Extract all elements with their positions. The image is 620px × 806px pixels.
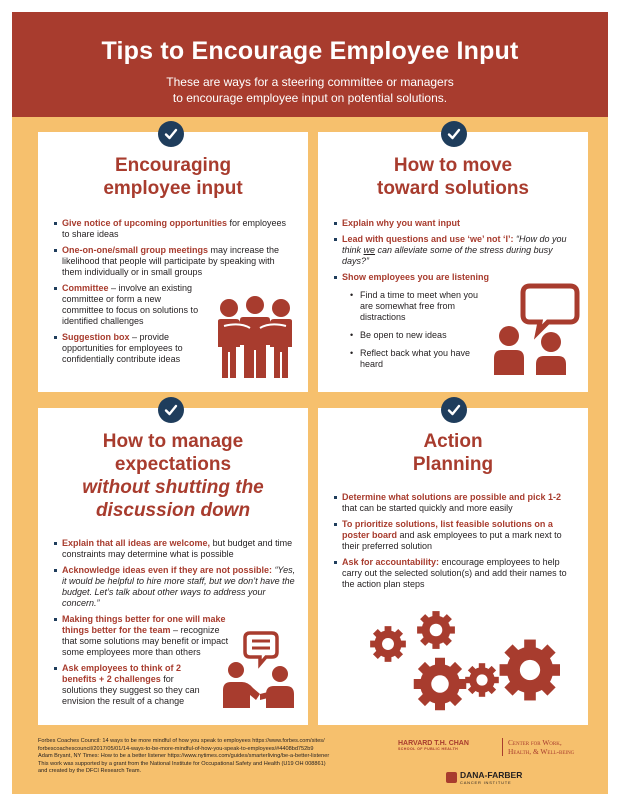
card-manage-expectations <box>38 408 308 725</box>
dana-farber-mark-icon <box>446 772 457 783</box>
tip-bold: Show employees you are listening <box>342 272 490 282</box>
center-logo <box>502 738 574 756</box>
list-item <box>54 565 296 609</box>
tip-bold: Explain that all ideas are welcome, <box>62 538 211 548</box>
title-line: employee input <box>103 178 243 199</box>
list-item <box>54 332 204 365</box>
card-encouraging-input <box>38 132 308 392</box>
title-line: Planning <box>412 454 494 475</box>
title-line: expectations <box>114 454 232 475</box>
gears-icon <box>364 608 560 720</box>
sub-list-item: • Find a time to meet when you are somewhat free from distractions <box>350 290 485 323</box>
list-item <box>334 492 576 514</box>
check-icon <box>158 397 184 423</box>
reference-line: Adam Bryant, NY Times: How to be a better listener https://www.nytimes.com/guides/smarterliving/be-a-better-listener <box>38 753 330 760</box>
card-title <box>38 154 308 200</box>
speech-bubble-people-icon <box>490 282 580 377</box>
title-line: How to manage <box>102 431 244 452</box>
sub-list-item: • Reflect back what you have heard <box>350 348 485 370</box>
list-item <box>334 234 576 267</box>
tip-emphasis: we <box>363 245 376 255</box>
tip-text: for solutions they suggest so they can envision the result of a change <box>62 674 200 706</box>
subtitle-line-2: to encourage employee input on potential solutions. <box>172 91 448 105</box>
page-subtitle <box>12 74 608 106</box>
tip-bold: Ask employees to think of 2 benefits + 2 challenges <box>62 663 182 684</box>
list-item <box>54 663 204 707</box>
chat-people-icon <box>220 630 300 710</box>
card-title <box>318 154 588 200</box>
harvard-logo <box>398 740 469 751</box>
tip-text: and ask employees to put a mark next to their preferred solution <box>342 530 562 551</box>
list-item <box>54 245 296 278</box>
tip-text: may increase the likelihood that people will participate by speaking with them individually or in small groups <box>62 245 280 277</box>
group-hug-icon <box>210 292 300 380</box>
tip-text: – recognize that some solutions may benefit or impact some employees more than others <box>62 625 229 657</box>
list-item <box>334 557 576 590</box>
list-item <box>334 519 576 552</box>
center-line: Center for Work, <box>508 738 562 747</box>
references <box>38 738 398 776</box>
page-title: Tips to Encourage Employee Input <box>101 37 519 65</box>
tip-quote: can alleviate some of the stress during busy days?” <box>342 245 553 266</box>
center-line: Health, & Well-being <box>508 747 575 756</box>
tips-list <box>318 492 588 590</box>
reference-line: and created by the DFCI Research Team. <box>38 768 142 775</box>
tip-bold: Determine what solutions are possible and pick 1-2 <box>342 492 562 502</box>
tip-bold: Give notice of upcoming opportunities <box>62 218 228 228</box>
tip-text: – provide opportunities for employees to confidentially contribute ideas <box>62 332 183 364</box>
title-line: Encouraging <box>114 155 232 176</box>
dana-farber-logo <box>460 770 522 785</box>
list-item <box>54 614 229 658</box>
reference-line: Forbes Coaches Council: 14 ways to be more mindful of how you speak to employees https://www.forbes.com/sites/ <box>38 738 325 744</box>
tip-bold: Lead with questions and use ‘we’ not ‘I’: <box>342 234 514 244</box>
tip-bold: One-on-one/small group meetings <box>62 245 209 255</box>
check-icon <box>441 397 467 423</box>
card-title <box>318 430 588 476</box>
tip-bold: Ask for accountability: <box>342 557 440 567</box>
title-line-italic: without shutting the <box>82 477 264 498</box>
subtitle-line-1: These are ways for a steering committee or managers <box>166 75 454 89</box>
tip-text: encourage employees to help carry out the selected solution(s) and add their names to the action plan steps <box>342 557 567 589</box>
card-title <box>38 430 308 522</box>
title-line-italic: discussion down <box>95 500 251 521</box>
tip-bold: Explain why you want input <box>342 218 461 228</box>
logos <box>398 736 598 786</box>
card-action-planning <box>318 408 588 725</box>
list-item <box>54 538 296 560</box>
list-item <box>54 283 204 327</box>
title-line: Action <box>423 431 483 452</box>
tip-text: for employees to share ideas <box>62 218 287 239</box>
list-item <box>334 218 576 229</box>
tip-text: but budget and time constraints may determine what is possible <box>62 538 293 559</box>
check-icon <box>158 121 184 147</box>
tip-quote: “Yes, it would be helpful to hire more staff, but we don’t have the budget. Let’s talk about other ways to address your concern.” <box>62 565 296 608</box>
sub-list-item: • Be open to new ideas <box>350 330 485 341</box>
tip-bold: Suggestion box <box>62 332 130 342</box>
list-item <box>54 218 296 240</box>
tip-bold: Making things better for one will make things better for the team <box>62 614 226 635</box>
card-move-toward-solutions <box>318 132 588 392</box>
header-banner <box>12 12 608 117</box>
check-icon <box>441 121 467 147</box>
title-line: toward solutions <box>377 178 529 199</box>
title-line: How to move <box>393 155 513 176</box>
tip-bold: Acknowledge ideas even if they are not possible: <box>62 565 273 575</box>
tip-bold: To prioritize solutions, list feasible solutions on a poster board <box>342 519 553 540</box>
harvard-sub: SCHOOL OF PUBLIC HEALTH <box>398 747 459 751</box>
dana-farber-sub: CANCER INSTITUTE <box>460 780 512 785</box>
reference-line: forbescoachescouncil/2017/05/01/14-ways-to-be-more-mindful-of-how-you-speak-to-employees/#4408bd752b9 <box>38 745 314 752</box>
harvard-name: HARVARD T.H. CHAN <box>398 740 469 747</box>
tip-text: that can be started quickly and more easily <box>342 503 513 513</box>
tip-text: – involve an existing committee or form a new committee to focus on solutions to identified challenges <box>62 283 199 326</box>
tip-quote: “How do you think <box>342 234 567 255</box>
dana-farber-name: DANA-FARBER <box>460 770 523 780</box>
reference-line: This work was supported by a grant from the National Institute for Occupational Safety and Health (U19 OH 008861) <box>38 760 326 767</box>
tip-bold: Committee <box>62 283 109 293</box>
